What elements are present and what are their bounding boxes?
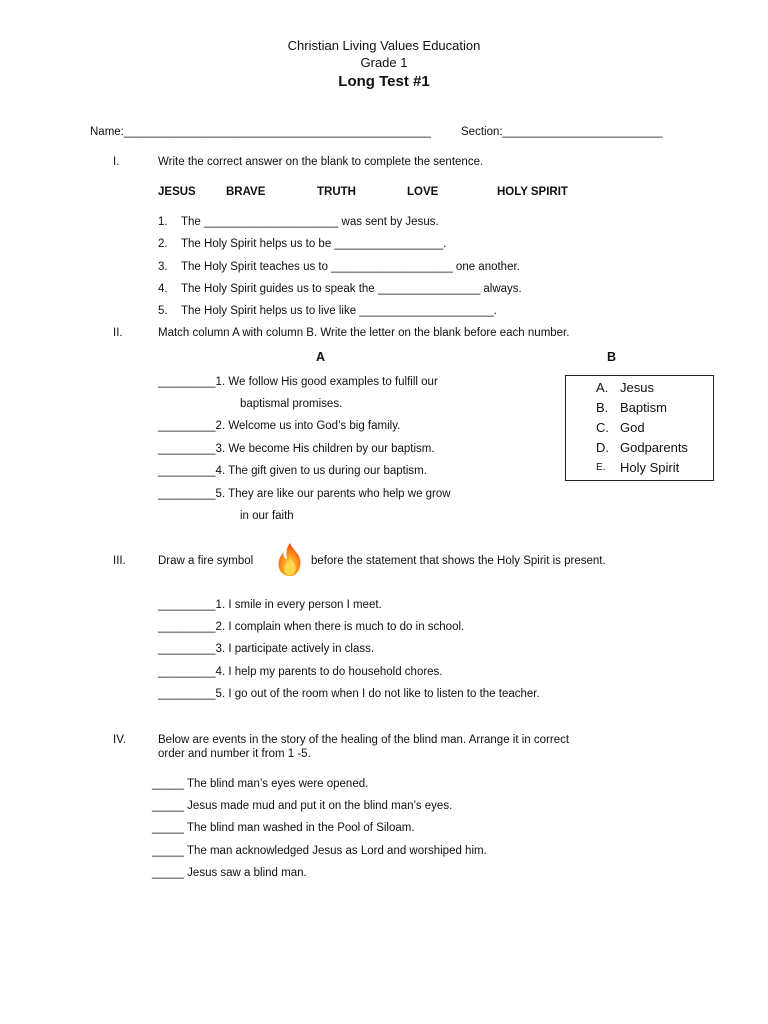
part1-item-number: 1. [158,216,168,228]
fire-item: _________2. I complain when there is much to do in school. [158,621,465,633]
word-bank-item: LOVE [407,186,439,198]
match-item: _________5. They are like our parents who help we grow [158,488,451,500]
part1-item-text: The Holy Spirit guides us to speak the ________________ always. [181,283,522,295]
part1-instruction: Write the correct answer on the blank to complete the sentence. [158,156,484,168]
part4-instruction-line2: order and number it from 1 -5. [158,748,311,760]
part1-item-number: 4. [158,283,168,295]
sequence-item: _____ The blind man washed in the Pool of Siloam. [152,822,415,834]
match-item: _________2. Welcome us into God’s big family. [158,420,401,432]
word-bank-item: TRUTH [317,186,356,198]
match-item: _________3. We become His children by our baptism. [158,443,435,455]
part2-numeral: II. [113,327,123,339]
name-field-label: Name:________________________________________________ [90,126,431,138]
sequence-item: _____ The man acknowledged Jesus as Lord and worshiped him. [152,845,487,857]
part4-numeral: IV. [113,734,127,746]
option-letter: A. [596,380,609,395]
option-word: Baptism [620,400,667,415]
sequence-item: _____ The blind man’s eyes were opened. [152,778,369,790]
part1-item-text: The _____________________ was sent by Jesus. [181,216,439,228]
grade-title: Grade 1 [360,55,408,70]
part3-instruction-end: before the statement that shows the Holy Spirit is present. [311,555,606,567]
match-item: _________4. The gift given to us during our baptism. [158,465,427,477]
option-letter: E. [596,462,606,473]
part1-item-text: The Holy Spirit teaches us to ___________________ one another. [181,261,520,273]
option-word: Godparents [620,440,688,455]
option-letter: B. [596,400,609,415]
part1-item-text: The Holy Spirit helps us to live like _____________________. [181,305,497,317]
part4-instruction-line1: Below are events in the story of the healing of the blind man. Arrange it in correct [158,734,570,746]
match-item: _________1. We follow His good examples to fulfill our [158,376,438,388]
sequence-item: _____ Jesus made mud and put it on the blind man’s eyes. [152,800,453,812]
part1-item-number: 2. [158,238,168,250]
fire-item: _________3. I participate actively in class. [158,643,375,655]
sequence-item: _____ Jesus saw a blind man. [152,867,307,879]
match-item-continuation: baptismal promises. [240,398,343,410]
part3-instruction-start: Draw a fire symbol [158,555,254,567]
part3-numeral: III. [113,555,126,567]
part2-instruction: Match column A with column B. Write the letter on the blank before each number. [158,327,570,339]
column-b-header: B [607,350,617,364]
section-field-label: Section:_________________________ [461,126,663,138]
word-bank-item: JESUS [158,186,196,198]
fire-item: _________5. I go out of the room when I do not like to listen to the teacher. [158,688,540,700]
column-b-box [565,375,714,481]
part1-item-number: 3. [158,261,168,273]
fire-item: _________1. I smile in every person I meet. [158,599,382,611]
word-bank-item: HOLY SPIRIT [497,186,568,198]
column-a-header: A [316,350,326,364]
match-item-continuation: in our faith [240,510,294,522]
fire-item: _________4. I help my parents to do household chores. [158,666,443,678]
option-letter: C. [596,420,609,435]
fire-icon [271,541,309,579]
option-letter: D. [596,440,609,455]
test-title: Long Test #1 [338,73,430,90]
subject-title: Christian Living Values Education [287,38,481,53]
part1-item-number: 5. [158,305,168,317]
option-word: Jesus [620,380,654,395]
part1-numeral: I. [113,156,120,168]
option-word: God [620,420,645,435]
part1-item-text: The Holy Spirit helps us to be _________________. [181,238,447,250]
option-word: Holy Spirit [620,460,680,475]
word-bank-item: BRAVE [226,186,266,198]
